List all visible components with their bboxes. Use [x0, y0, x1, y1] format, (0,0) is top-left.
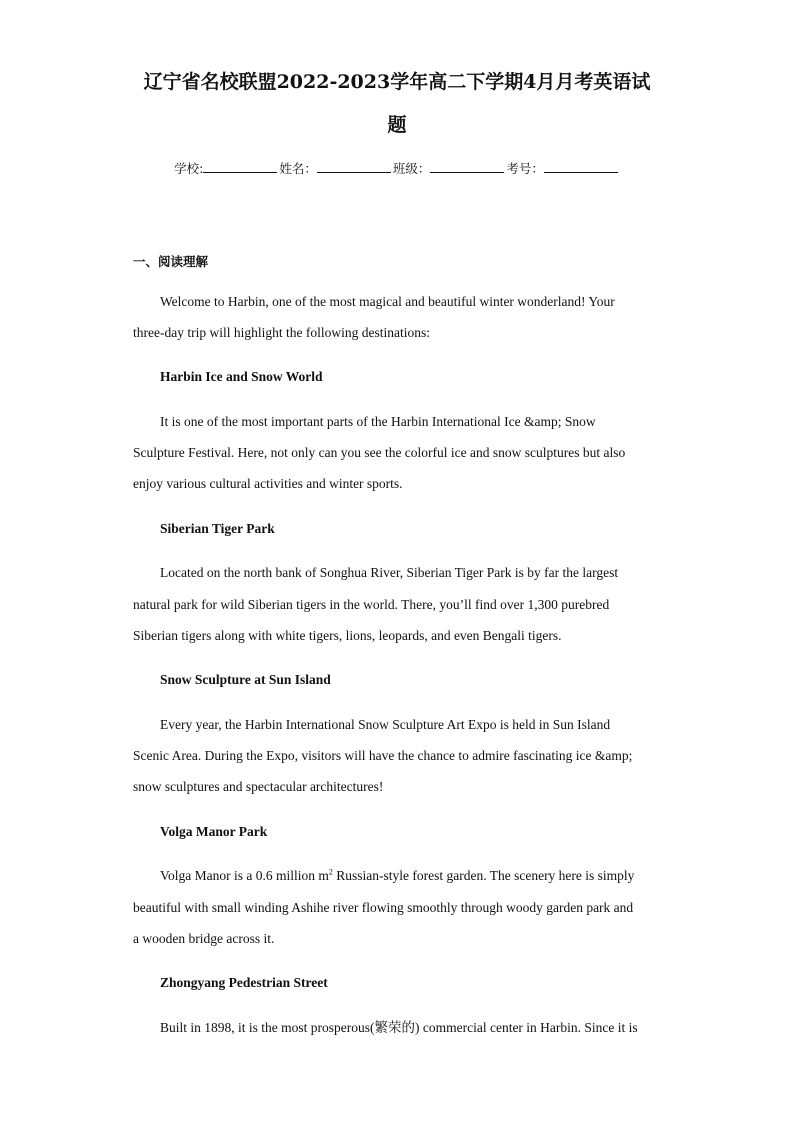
paragraph-line: snow sculptures and spectacular architectures! [133, 779, 384, 794]
class-blank[interactable] [430, 159, 504, 173]
intro-line-1: Welcome to Harbin, one of the most magical and beautiful winter wonderland! Your [160, 294, 615, 309]
number-blank[interactable] [544, 159, 618, 173]
paragraph-line: beautiful with small winding Ashihe river flowing smoothly through woody garden park and [133, 900, 634, 915]
school-blank[interactable] [203, 159, 277, 173]
section-title: 一、阅读理解 [133, 254, 209, 269]
paragraph-line: Siberian tigers along with white tigers, lions, leopards, and even Bengali tigers. [133, 628, 562, 643]
paragraph-line: a wooden bridge across it. [133, 931, 275, 946]
name-blank[interactable] [317, 159, 391, 173]
paragraph-line: Located on the north bank of Songhua River, Siberian Tiger Park is by far the largest [160, 565, 619, 580]
name-label: 姓名： [279, 161, 317, 176]
paragraph-line: enjoy various cultural activities and winter sports. [133, 476, 403, 491]
paragraph-line: Built in 1898, it is the most prosperous(繁荣的) commercial center in Harbin. Since it is [160, 1020, 638, 1035]
number-label: 考号： [506, 161, 544, 176]
student-info-fields [0, 158, 794, 180]
paragraph-line: Scenic Area. During the Expo, visitors will have the chance to admire fascinating ice &amp; [133, 748, 633, 763]
volga-line-start: Volga Manor is a 0.6 million m [160, 868, 329, 883]
destination-heading-zhongyang-street: Zhongyang Pedestrian Street [160, 975, 328, 990]
paragraph-line [160, 866, 690, 886]
destination-heading-tiger-park: Siberian Tiger Park [160, 521, 275, 536]
destination-heading-volga-manor: Volga Manor Park [160, 824, 268, 839]
class-label: 班级： [392, 161, 431, 176]
intro-line-2: three-day trip will highlight the following destinations: [133, 325, 430, 340]
superscript-2: 2 [328, 867, 333, 877]
paragraph-line: Sculpture Festival. Here, not only can you see the colorful ice and snow sculptures but also [133, 445, 626, 460]
paragraph-line: natural park for wild Siberian tigers in the world. There, you’ll find over 1,300 purebred [133, 597, 610, 612]
school-label: 学校: [174, 161, 204, 176]
paragraph-line: It is one of the most important parts of the Harbin International Ice &amp; Snow [160, 414, 596, 429]
destination-heading-sun-island: Snow Sculpture at Sun Island [160, 672, 331, 687]
destination-heading-ice-snow-world: Harbin Ice and Snow World [160, 369, 323, 384]
exam-title-line-2: 题 [387, 114, 407, 136]
volga-line-rest: Russian-style forest garden. The scenery here is simply [332, 868, 635, 883]
exam-title-line-1: 辽宁省名校联盟2022-2023学年高二下学期4月月考英语试 [143, 71, 651, 93]
paragraph-line: Every year, the Harbin International Snow Sculpture Art Expo is held in Sun Island [160, 717, 611, 732]
